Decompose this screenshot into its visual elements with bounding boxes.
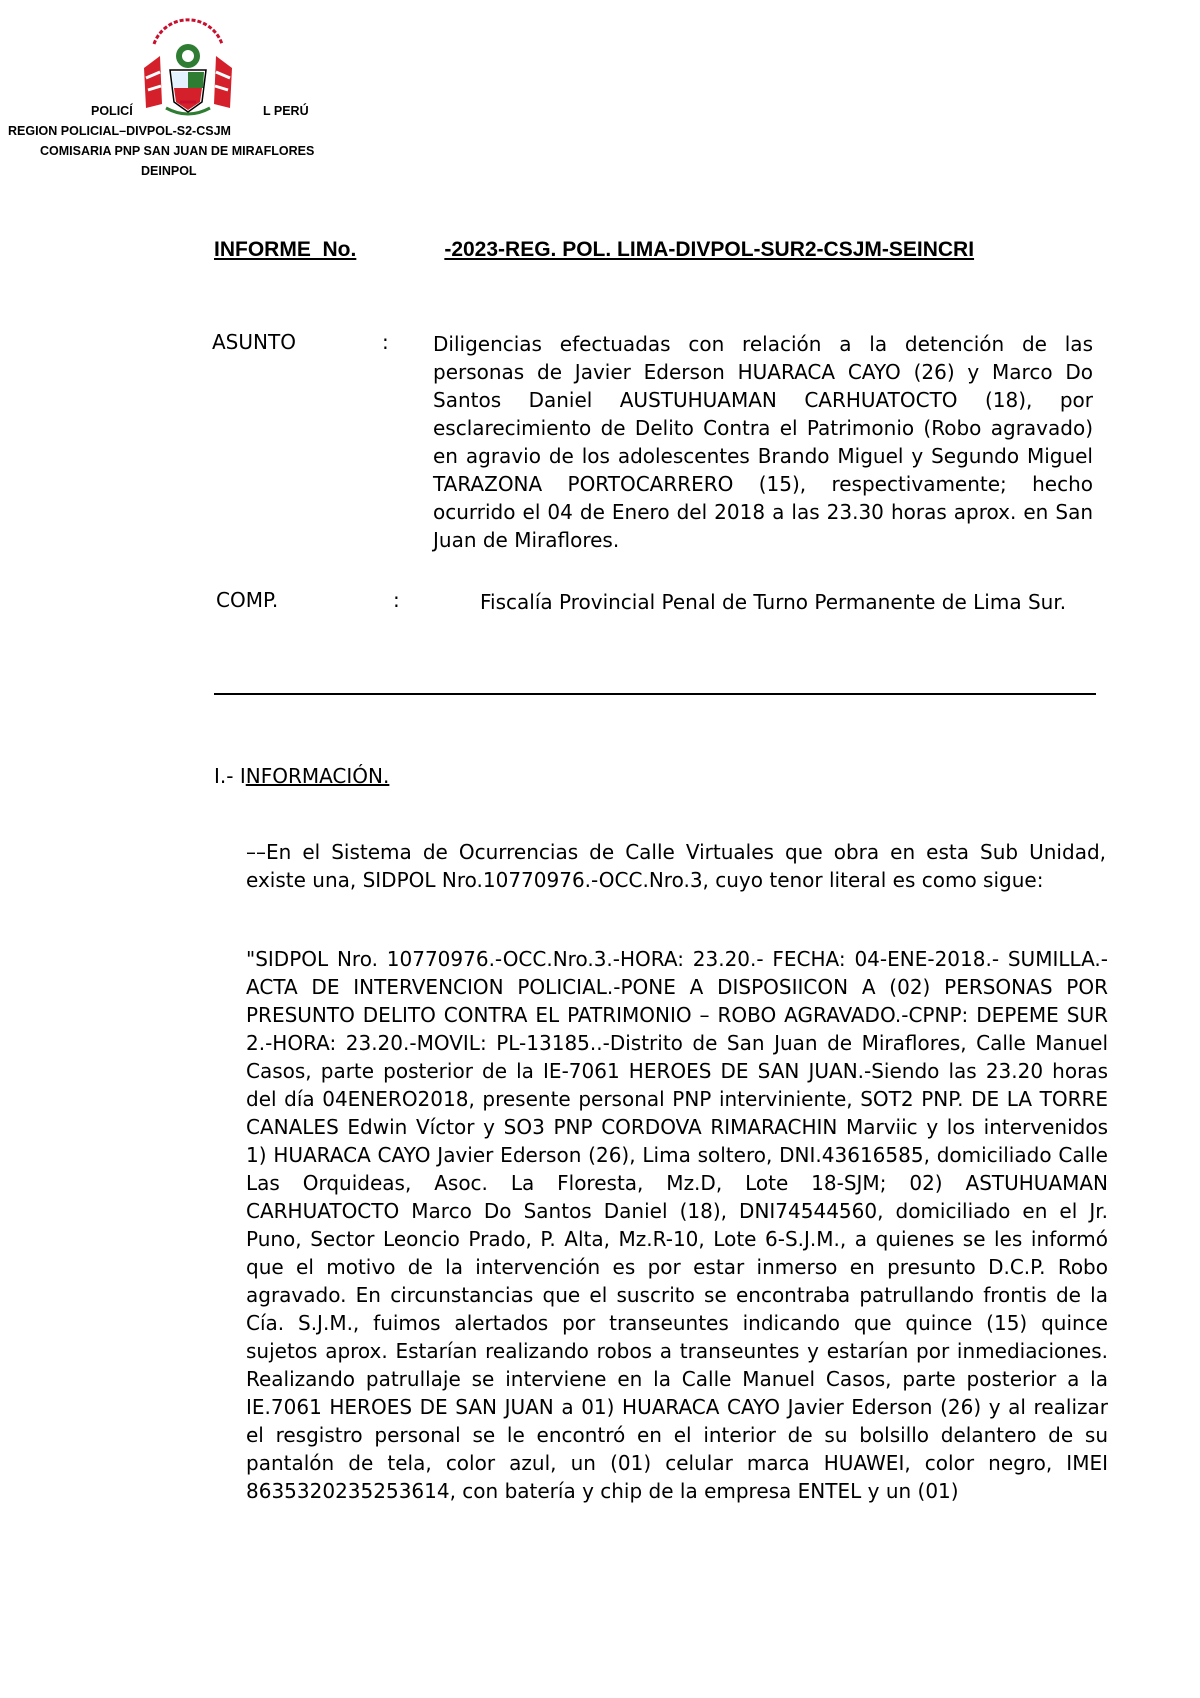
asunto-colon: :: [382, 330, 389, 354]
report-title-suffix: -2023-REG. POL. LIMA-DIVPOL-SUR2-CSJM-SEINCRI: [444, 238, 975, 261]
section-number: I.- I: [214, 764, 246, 788]
body-paragraph-1: ––En el Sistema de Ocurrencias de Calle Virtuales que obra en esta Sub Unidad, existe una, SIDPOL Nro.10770976.-OCC.Nro.3, cuyo tenor literal es como sigue:: [246, 840, 1106, 892]
coat-of-arms-icon: [140, 8, 236, 120]
asunto-label: ASUNTO: [212, 330, 296, 354]
header-line1-left: POLICÍ: [91, 104, 133, 118]
header-line3: COMISARIA PNP SAN JUAN DE MIRAFLORES: [40, 144, 315, 158]
header-line4: DEINPOL: [141, 164, 197, 178]
section-heading: [214, 764, 389, 788]
header-line2: REGION POLICIAL–DIVPOL-S2-CSJM: [8, 124, 231, 138]
separator-rule: [214, 693, 1096, 695]
comp-text: Fiscalía Provincial Penal de Turno Permanente de Lima Sur.: [480, 590, 1067, 614]
asunto-text: Diligencias efectuadas con relación a la detención de las personas de Javier Ederson HUARACA CAYO (26) y Marco Do Santos Daniel AUSTUHUAMAN CARHUATOCTO (18), por esclarecimiento de Delito Contra el Patrimonio (Robo agravado) en agravio de los adolescentes Brando Miguel y Segundo Miguel TARAZONA PORTOCARRERO (15), respectivamente; hecho ocurrido el 04 de Enero del 2018 a las 23.30 horas aprox. en San Juan de Miraflores.: [433, 332, 1093, 552]
comp-label: COMP.: [216, 588, 279, 612]
comp-colon: :: [393, 588, 400, 612]
header-line1-right: L PERÚ: [263, 104, 309, 118]
body-paragraph-2: "SIDPOL Nro. 10770976.-OCC.Nro.3.-HORA: 23.20.- FECHA: 04-ENE-2018.- SUMILLA.- ACTA DE INTERVENCION POLICIAL.-PONE A DISPOSIICON A (02) PERSONAS POR PRESUNTO DELITO CONTRA EL PATRIMONIO – ROBO AGRAVADO.-CPNP: DEPEME SUR 2.-HORA: 23.20.-MOVIL: PL-13185..-Distrito de San Juan de Miraflores, Calle Manuel Casos, parte posterior de la IE-7061 HEROES DE SAN JUAN.-Siendo las 23.20 horas del día 04ENERO2018, presente personal PNP interviniente, SOT2 PNP. DE LA TORRE CANALES Edwin Víctor y SO3 PNP CORDOVA RIMARACHIN Marviic y los intervenidos 1) HUARACA CAYO Javier Ederson (26), Lima soltero, DNI.43616585, domiciliado Calle Las Orquideas, Asoc. La Floresta, Mz.D, Lote 18-SJM; 02) ASTUHUAMAN CARHUATOCTO Marco Do Santos Daniel (18), DNI74544560, domiciliado en el Jr. Puno, Sector Leoncio Prado, P. Alta, Mz.R-10, Lote 6-S.J.M., a quienes se les informó que el motivo de la intervención es por estar inmerso en presunto D.C.P. Robo agravado. En circunstancias que el suscrito se encontraba patrullando frontis de la Cía. S.J.M., fuimos alertados por transeuntes indicando que quince (15) quince sujetos aprox. Estarían realizando robos a transeuntes y estarían por inmediaciones. Realizando patrullaje se interviene en la Calle Manuel Casos, parte posterior a la IE.7061 HEROES DE SAN JUAN a 01) HUARACA CAYO Javier Ederson (26) y al realizar el resgistro personal se le encontró en el interior de su bolsillo delantero de su pantalón de tela, color azul, un (01) celular marca HUAWEI, color negro, IMEI 8635320235253614, con batería y chip de la empresa ENTEL y un (01): [246, 947, 1108, 1503]
section-title: NFORMACIÓN.: [245, 764, 390, 788]
report-title-prefix: INFORME No.: [214, 238, 357, 261]
report-title: [214, 238, 974, 262]
